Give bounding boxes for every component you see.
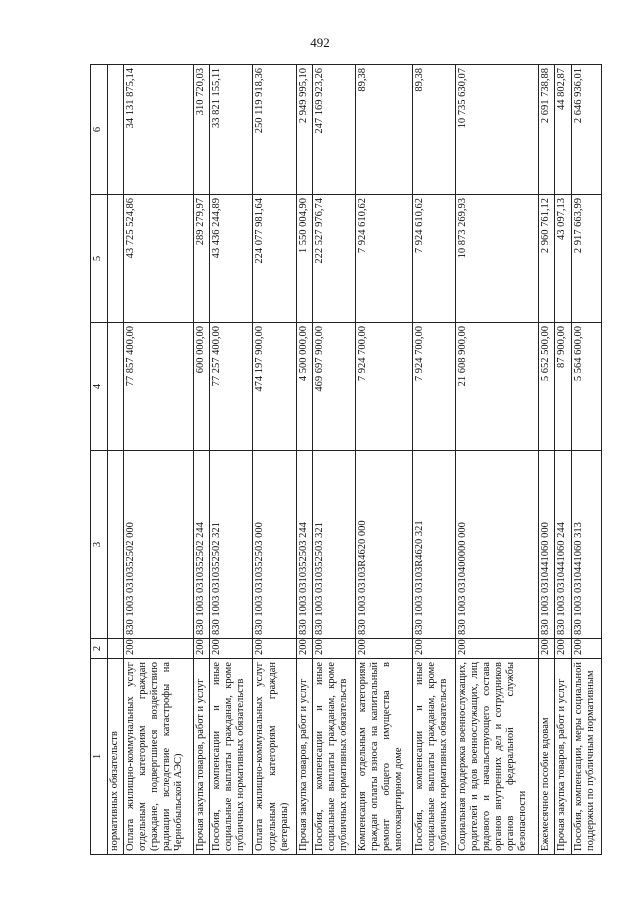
row-name-cell: Прочая закупка товаров, работ и услуг: [555, 659, 572, 855]
table-row: [210, 65, 253, 855]
row-plan-cell: 600 000,00: [193, 323, 210, 451]
row-rest-cell: 2 646 936,01: [572, 65, 602, 195]
column-header: 6: [91, 65, 108, 195]
table-row: [455, 65, 538, 855]
row-exec-cell: 7 924 610,62: [412, 195, 455, 323]
row-exec-cell: 289 279,97: [193, 195, 210, 323]
row-code-cell: 200: [555, 639, 572, 659]
row-rest-cell: 2 691 738,88: [538, 65, 555, 195]
page-number: 492: [310, 35, 330, 50]
row-plan-cell: 7 924 700,00: [356, 323, 412, 451]
row-exec-cell: 43 725 524,86: [124, 195, 194, 323]
row-code-cell: 200: [455, 639, 538, 659]
table-row: [555, 65, 572, 855]
row-name-cell: Пособия, компенсации, меры социальной поддержки по публичным нормативным: [572, 659, 602, 855]
header-row: [91, 65, 108, 855]
row-rest-cell: 33 821 155,11: [210, 65, 253, 195]
row-exec-cell: 10 873 269,93: [455, 195, 538, 323]
row-plan-cell: 5 564 600,00: [572, 323, 602, 451]
row-code-cell: 200: [193, 639, 210, 659]
column-header: 2: [91, 639, 108, 659]
row-name-cell: Пособия, компенсации и иные социальные выплаты гражданам, кроме публичных нормативных обязательств: [412, 659, 455, 855]
row-name-cell: Прочая закупка товаров, работ и услуг: [193, 659, 210, 855]
row-name-cell: нормативных обязательств: [108, 659, 124, 855]
row-kbk-cell: 830 1003 0310400000 000: [455, 451, 538, 639]
row-plan-cell: 7 924 700,00: [412, 323, 455, 451]
row-code-cell: 200: [253, 639, 296, 659]
table-row: [124, 65, 194, 855]
row-rest-cell: [108, 65, 124, 195]
table-row: [412, 65, 455, 855]
budget-table: [90, 64, 602, 855]
row-name-cell: Социальная поддержка военнослужащих, родителей и вдов военнослужащих, лиц рядового и начальствующего состава органов внутренних дел и сотрудников органов федеральной службы безопасности: [455, 659, 538, 855]
row-exec-cell: 2 917 663,99: [572, 195, 602, 323]
row-code-cell: 200: [538, 639, 555, 659]
table-row: [253, 65, 296, 855]
row-exec-cell: 224 077 981,64: [253, 195, 296, 323]
row-rest-cell: 89,38: [356, 65, 412, 195]
row-name-cell: Пособия, компенсации и иные социальные выплаты гражданам, кроме публичных нормативных обязательств: [313, 659, 356, 855]
table-row: [572, 65, 602, 855]
row-exec-cell: 7 924 610,62: [356, 195, 412, 323]
row-kbk-cell: 830 1003 0310352502 321: [210, 451, 253, 639]
row-rest-cell: 44 802,87: [555, 65, 572, 195]
row-plan-cell: 474 197 900,00: [253, 323, 296, 451]
row-kbk-cell: 830 1003 0310441060 000: [538, 451, 555, 639]
column-header: 4: [91, 323, 108, 451]
table-row: [538, 65, 555, 855]
row-name-cell: Оплата жилищно-коммунальных услуг отдельным категориям граждан (граждане, подвергшиеся воздействию радиации вследствие катастрофы на Чернобыльской АЭС): [124, 659, 194, 855]
row-kbk-cell: 830 1003 0310352502 244: [193, 451, 210, 639]
row-code-cell: [108, 639, 124, 659]
table-row: [296, 65, 313, 855]
table-row: [313, 65, 356, 855]
row-kbk-cell: 830 1003 0310352503 321: [313, 451, 356, 639]
row-name-cell: Прочая закупка товаров, работ и услуг: [296, 659, 313, 855]
row-rest-cell: 10 735 630,07: [455, 65, 538, 195]
row-code-cell: 200: [572, 639, 602, 659]
row-kbk-cell: 830 1003 0310441060 244: [555, 451, 572, 639]
column-header: 3: [91, 451, 108, 639]
row-exec-cell: 43 436 244,89: [210, 195, 253, 323]
row-name-cell: Ежемесячное пособие вдовам: [538, 659, 555, 855]
row-name-cell: Пособия, компенсации и иные социальные выплаты гражданам, кроме публичных нормативных обязательств: [210, 659, 253, 855]
row-exec-cell: 43 097,13: [555, 195, 572, 323]
row-kbk-cell: 830 1003 0310352503 244: [296, 451, 313, 639]
row-rest-cell: 34 131 875,14: [124, 65, 194, 195]
row-kbk-cell: [108, 451, 124, 639]
table-body: [108, 65, 602, 855]
column-header: 5: [91, 195, 108, 323]
row-name-cell: Компенсация отдельным категориям граждан оплаты взноса на капитальный ремонт общего имущества в многоквартирном доме: [356, 659, 412, 855]
row-rest-cell: 250 119 918,36: [253, 65, 296, 195]
row-exec-cell: 222 527 976,74: [313, 195, 356, 323]
row-rest-cell: 310 720,03: [193, 65, 210, 195]
table-row: [108, 65, 124, 855]
row-code-cell: 200: [210, 639, 253, 659]
row-exec-cell: 1 550 004,90: [296, 195, 313, 323]
table-row: [356, 65, 412, 855]
column-header: 1: [91, 659, 108, 855]
row-plan-cell: 77 257 400,00: [210, 323, 253, 451]
row-kbk-cell: 830 1003 0310352502 000: [124, 451, 194, 639]
row-exec-cell: [108, 195, 124, 323]
row-kbk-cell: 830 1003 0310352503 000: [253, 451, 296, 639]
row-rest-cell: 2 949 995,10: [296, 65, 313, 195]
row-kbk-cell: 830 1003 03103R4620 321: [412, 451, 455, 639]
row-code-cell: 200: [124, 639, 194, 659]
rotated-table-container: [90, 65, 602, 855]
row-plan-cell: 77 857 400,00: [124, 323, 194, 451]
row-code-cell: 200: [313, 639, 356, 659]
row-plan-cell: 5 652 500,00: [538, 323, 555, 451]
row-kbk-cell: 830 1003 03103R4620 000: [356, 451, 412, 639]
row-plan-cell: 469 697 900,00: [313, 323, 356, 451]
row-rest-cell: 89,38: [412, 65, 455, 195]
row-plan-cell: [108, 323, 124, 451]
row-name-cell: Оплата жилищно-коммунальных услуг отдельным категориям граждан (ветераны): [253, 659, 296, 855]
row-code-cell: 200: [412, 639, 455, 659]
row-kbk-cell: 830 1003 0310441060 313: [572, 451, 602, 639]
table-row: [193, 65, 210, 855]
row-plan-cell: 87 900,00: [555, 323, 572, 451]
row-plan-cell: 4 500 000,00: [296, 323, 313, 451]
row-code-cell: 200: [296, 639, 313, 659]
row-plan-cell: 21 608 900,00: [455, 323, 538, 451]
row-code-cell: 200: [356, 639, 412, 659]
row-exec-cell: 2 960 761,12: [538, 195, 555, 323]
row-rest-cell: 247 169 923,26: [313, 65, 356, 195]
